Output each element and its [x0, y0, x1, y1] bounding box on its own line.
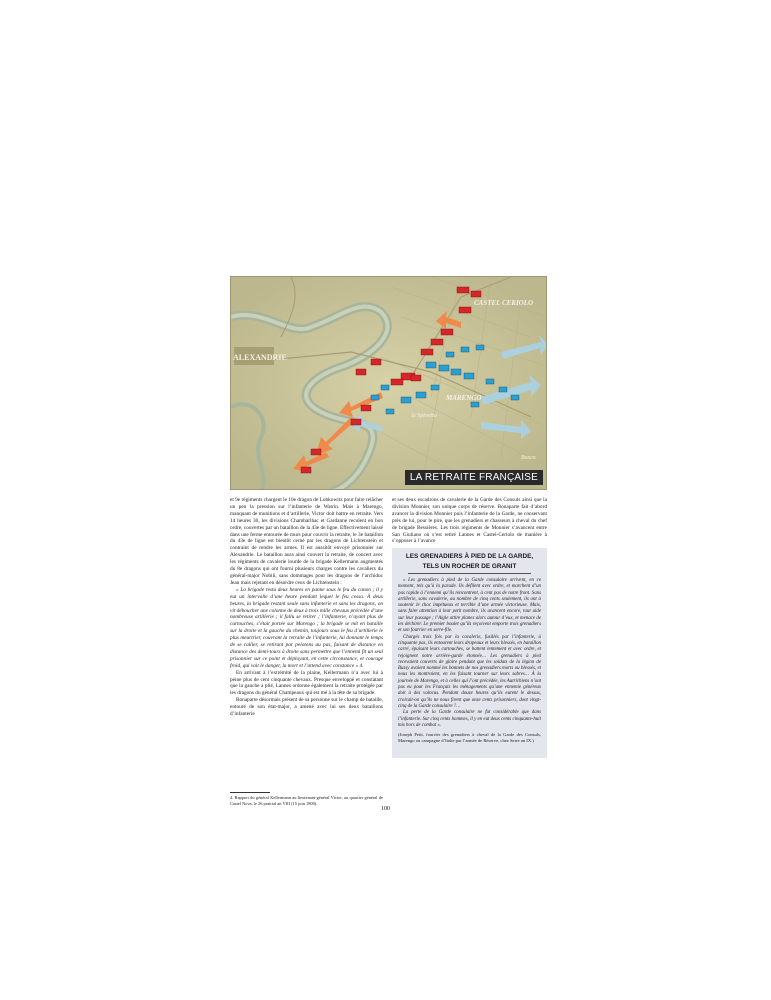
label-castel-ceriolo: CASTEL CERIOLO: [474, 299, 534, 307]
sidebar-box: [392, 548, 547, 758]
map-drawing: [231, 277, 547, 490]
box-title-line-2: TELS UN ROCHER DE GRANIT: [422, 563, 517, 570]
left-paragraph-3: En arrivant à l’extrémité de la plaine, Kellermann n’a avec lui à peine plus de cent cinquante chevaux. Presque enveloppé et constatant que la gauche a plié, Lannes ordonne également la retraite protégée par les dragons du général Champeaux qui est mé à la tête de sa brigade.: [230, 669, 383, 697]
map-background: [231, 277, 547, 490]
page-number: 100: [381, 806, 390, 812]
box-paragraph-2: Chargés trois fois par la cavalerie, fusillés par l’infanterie, à cinquante pas, ils entourent leurs drapeaux et leurs blessés, en bataillon carré, épuisant leurs cartouches, se battent lentement et avec ordre, et rejoignent notre arrière-garde étonnée… Les grenadiers à pied recevaient couverts de gloire pendant que les soldats de la légion de Bussy avaient nommé les bonnets de nos grenadiers morts ou blessés, et nous les montraient, en les faisant tourner sur leurs sabres… À la journée de Marengo, et à celles qui l’ont précédée, les Autrichiens n’ont pas eu pour les Français les ménagements qu’une ennemie généreux doit à des vaincus. Pendant douze heures qu’ils eurent le dessus, croirait-on qu’ils ne nous firent que onze cents prisonniers, dont vingt-cinq de la Garde consulaire ?…: [398, 634, 541, 709]
right-paragraph-1: et ses deux escadrons de cavalerie de la Garde des Consuls ainsi que la division Monnier, son unique corps de réserve. Bonaparte fait d’abord avancer la division Monnier puis l’infanterie de la Garde, ne conservant près de lui, pour le pire, que les grenadiers et chasseurs à cheval du chef de brigade Bessières. Les trois régiments de Monnier s’avancent entre San Giuliano où s’est retiré Lannes et Castel-Ceriolo de manière à s’opposer à l’avance: [392, 497, 547, 545]
label-marengo: MARENGO: [446, 394, 482, 402]
left-paragraph-1: et 9e régiments chargent le 10e dragon de Lobkowitz pour faire relâcher un peu la pression sur l’infanterie de Watrin. Mais à Marengo, manquant de munitions et d’artillerie, Victor doit battre en retraite. Vers 14 heures 30, les divisions Chambarlhac et Gardanne reculent en bon ordre, couvertes par un bataillon de la 43e de ligne. Effectivement laissé dans une ferme entourée de murs pour couvrir la retraite, le 3e bataillon du 43e de ligne est bientôt cerné par les dragons de Lichtenstein et contraint de rendre les armes. Il est aussitôt envoyé prisonnier sur Alexandrie. Le bataillon aura ainsi couvert la retraite, de concert avec les régiments de cavalerie lourde de la brigade Kellermann augmentés du 8e dragons qui ont fourni plusieurs charges contre les cavaliers du général-major Nobili, sans dommages pour les dragons de l’archiduc Jean mais rejetant en désordre ceux de Lichtenstein :: [230, 497, 384, 586]
right-column: [392, 497, 547, 545]
map-caption: LA RETRAITE FRANÇAISE: [405, 470, 543, 485]
left-paragraph-quote: « La brigade resta deux heures en panne sous le feu du canon ; il y eut un intervalle d’une heure pendant lequel le feu cessa. À deux heures, la brigade restant seule sans infanterie et sans les dragons, on vit déboucher une colonne de deux à trois mille chevaux précédée d’une nombreuse artillerie ; il fallu se retirer ; l’infanterie, n’ayant plus de cartouches, s’était portée sur Marengo ; la brigade se mit en bataille sur la droite et la gauche du chemin, toujours sous le feu d’artillerie le plus meurtrier, couvrant la retraite de l’infanterie, lui donnant le temps de se rallier, se retirant par pelotons au pas, faisant de distance en distance des demi-tours à droite sans permettre que l’ennemi fit un seul prisonnier sur ce point et déployant, en cette circonstance, et courage froid, qui voit le danger, la mort et l’attend avec constance » 4.: [230, 586, 383, 669]
box-paragraph-1: « Les grenadiers à pied de la Garde consulaire arrivent, en ce moment, tels qu’à la parade. Ils défilent avec ordre, et marchent d’un pas rapide à l’ennemi qu’ils rencontrent, à cent pas de notre front. Sans artillerie, sans cavalerie, au nombre de cinq cents seulement, ils ont à soutenir le choc impétueux et terrible d’une armée victorieuse. Mais, sans faire attention à leur petit nombre, ils avancent encore, tout aide sur leur passage ; l’Aigle attire planes alors autour d’eux, et menace de les déchirer. Le premier boulet qu’ils reçoivent emporte trois grenadiers et son fourrier en serre-file.: [398, 578, 541, 634]
left-paragraph-4: Bonaparte désormais présent de sa personne sur le champ de bataille, entouré de son état-major, a amené avec lui ses deux bataillons d’infanterie: [230, 697, 383, 718]
box-title-line-1: LES GRENADIERS À PIED DE LA GARDE,: [405, 553, 534, 560]
label-bosco: Bosco: [521, 455, 536, 461]
label-alexandrie: ALEXANDRIE: [233, 353, 287, 362]
box-source: (Joseph Petit, fourrier des grenadiers à cheval de la Garde des Consuls, Marengo ou campagne d’Italie par l’armée de Réserve, chez Serre an IX.): [398, 732, 541, 743]
box-paragraph-3: La perte de la Garde consulaire ne fut considérable que dans l’infanterie. Sur cinq cents hommes, il y en eut deux cents cinquante-huit mis hors de combat ».: [398, 710, 541, 728]
footnote: 4. Rapport du général Kellermann au lieutenant-général Victor, au quartier général de Castel Nova, le 26 prairial an VIII (15 juin 1800).: [230, 795, 383, 806]
footnote-rule: [230, 792, 270, 793]
left-column: [230, 497, 383, 718]
label-spinetta: la Spinetta: [411, 413, 437, 419]
box-rule: [408, 573, 531, 574]
battle-map: [230, 276, 547, 490]
